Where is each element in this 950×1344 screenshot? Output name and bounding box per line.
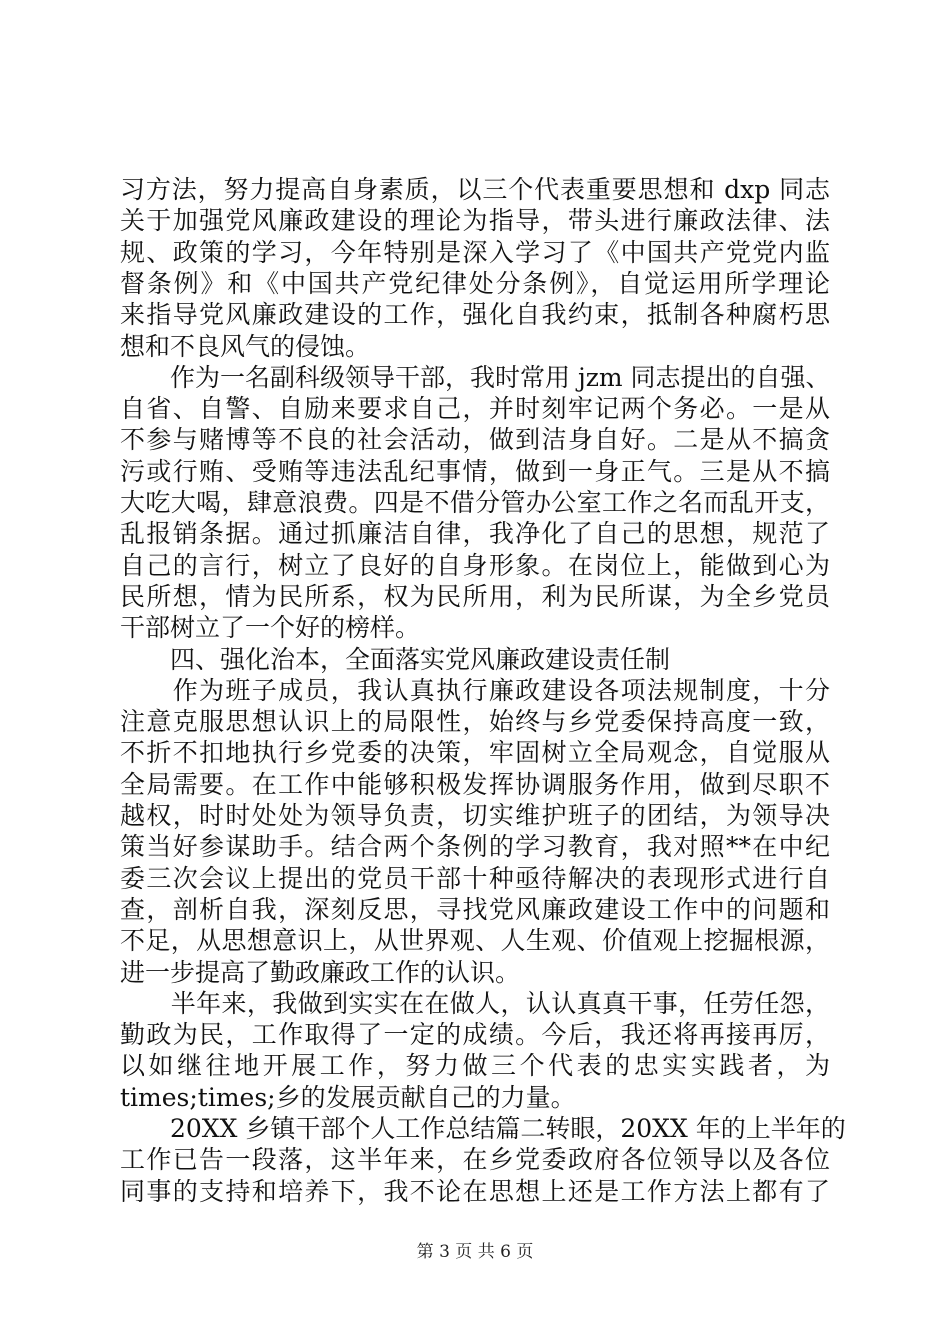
body-text-line: 以如继往地开展工作，努力做三个代表的忠实实践者，为 — [120, 1051, 830, 1081]
paragraph-start-line: 20XX 乡镇干部个人工作总结篇二转眼，20XX 年的上半年的 — [120, 1114, 846, 1143]
body-text-line: 越权，时时处处为领导负责，切实维护班子的团结，为领导决 — [120, 801, 830, 830]
body-text-line: 同事的支持和培养下，我不论在思想上还是工作方法上都有了 — [120, 1176, 830, 1206]
body-text-line: 规、政策的学习，今年特别是深入学习了《中国共产党党内监 — [120, 237, 830, 267]
body-text-line: 乱报销条据。通过抓廉洁自律，我净化了自己的思想，规范了 — [120, 519, 830, 549]
body-text-line: 关于加强党风廉政建设的理论为指导，带头进行廉政法律、法 — [120, 206, 830, 236]
paragraph-start-line: 半年来，我做到实实在在做人，认认真真干事，任劳任怨， — [120, 988, 830, 1018]
body-text-line: 不参与赌博等不良的社会活动，做到洁身自好。二是从不搞贪 — [120, 425, 830, 455]
body-text-line: 自省、自警、自励来要求自己，并时刻牢记两个务必。一是从 — [120, 394, 830, 424]
body-text-line: 民所想，情为民所系，权为民所用，利为民所谋，为全乡党员 — [120, 581, 830, 611]
body-text-line: 进一步提高了勤政廉政工作的认识。 — [120, 957, 521, 987]
body-text-line: 不折不扣地执行乡党委的决策，牢固树立全局观念，自觉服从 — [120, 738, 830, 768]
body-text-line: 来指导党风廉政建设的工作，强化自我约束，抵制各种腐朽思 — [120, 300, 830, 330]
body-text-line: 工作已告一段落，这半年来，在乡党委政府各位领导以及各位 — [120, 1145, 830, 1175]
section-heading: 四、强化治本，全面落实党风廉政建设责任制 — [120, 644, 671, 674]
paragraph-start-line: 作为一名副科级领导干部，我时常用 jzm 同志提出的自强、 — [120, 362, 831, 392]
body-text-line: 勤政为民，工作取得了一定的成绩。今后，我还将再接再厉， — [120, 1020, 830, 1050]
body-text-line: 全局需要。在工作中能够积极发挥协调服务作用，做到尽职不 — [120, 769, 830, 799]
body-text-line: 大吃大喝，肆意浪费。四是不借分管办公室工作之名而乱开支， — [120, 488, 830, 517]
body-text-line: 查，剖析自我，深刻反思，寻找党风廉政建设工作中的问题和 — [120, 894, 830, 924]
body-text-line: 委三次会议上提出的党员干部十种亟待解决的表现形式进行自 — [120, 863, 830, 893]
body-text-line: 污或行贿、受贿等违法乱纪事情，做到一身正气。三是从不搞 — [120, 456, 830, 486]
page-number-footer: 第 3 页 共 6 页 — [416, 1241, 534, 1262]
body-text-line: 策当好参谋助手。结合两个条例的学习教育，我对照**在中纪 — [120, 832, 830, 862]
body-text-line: 督条例》和《中国共产党纪律处分条例》，自觉运用所学理论 — [120, 268, 830, 298]
paragraph-start-line: 作为班子成员，我认真执行廉政建设各项法规制度，十分 — [120, 675, 830, 705]
body-text-line: 注意克服思想认识上的局限性，始终与乡党委保持高度一致， — [120, 707, 830, 737]
body-text-line: 自己的言行，树立了良好的自身形象。在岗位上，能做到心为 — [120, 550, 830, 580]
body-text-line: times;times;乡的发展贡献自己的力量。 — [120, 1082, 576, 1112]
body-text-line: 不足，从思想意识上，从世界观、人生观、价值观上挖掘根源， — [120, 926, 830, 956]
body-text-line: 干部树立了一个好的榜样。 — [120, 613, 421, 643]
body-text-line: 想和不良风气的侵蚀。 — [120, 331, 371, 361]
body-text-line: 习方法，努力提高自身素质，以三个代表重要思想和 dxp 同志 — [120, 175, 830, 204]
